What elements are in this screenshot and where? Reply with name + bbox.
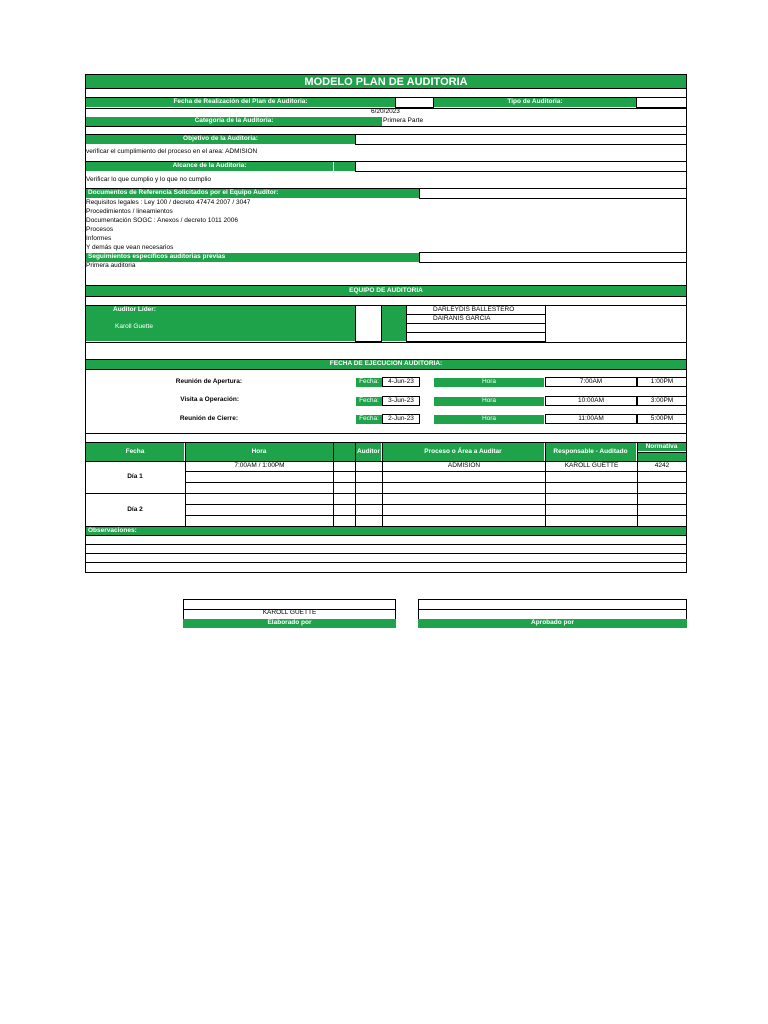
hora-tag: Hora xyxy=(434,378,544,387)
equipo-label: EQUIPO DE AUDITORIA xyxy=(86,286,686,296)
seguimientos-value: Primera auditoria xyxy=(86,262,136,269)
page-title: MODELO PLAN DE AUDITORIA xyxy=(85,74,687,89)
auditor-lider-label: Auditor Líder: xyxy=(113,306,156,313)
hora-fin-field[interactable]: 5:00PM xyxy=(637,414,687,424)
list-item: Y demás que vean necesarios xyxy=(86,244,174,251)
alcance-value: Verificar lo que cumplio y lo que no cumplio xyxy=(86,176,212,183)
col-proceso: Proceso o Área a Auditar xyxy=(382,443,544,461)
hora-tag: Hora xyxy=(434,397,544,406)
documentos-label: Documentos de Referencia Solicitados por el Equipo Auditor: xyxy=(86,189,419,198)
hora-tag: Hora xyxy=(434,415,544,424)
list-item: Procedimientos / lineamientos xyxy=(86,208,173,215)
fecha-tag: Fecha: xyxy=(356,415,382,424)
dia-1-label: Día 1 xyxy=(127,473,143,480)
responsable-cell: KAROLL GUETTE xyxy=(564,462,619,469)
fecha-ejecucion-label: FECHA DE EJECUCION AUDITORIA: xyxy=(86,360,686,369)
list-item: Informes xyxy=(86,235,112,242)
fecha-realizacion-box xyxy=(395,97,434,108)
seguimientos-label: Seguimientos específicos auditorias previas xyxy=(86,253,419,262)
aprobado-label: Aprobado por xyxy=(418,619,687,628)
reunion-label: Visita a Operación: xyxy=(180,396,239,403)
col-normativa: Normativa xyxy=(637,443,686,451)
list-item: Procesos xyxy=(86,226,114,233)
col-fecha: Fecha xyxy=(86,443,184,461)
hora-inicio-field[interactable]: 11:00AM xyxy=(545,414,637,424)
hora-inicio-field[interactable]: 7:00AM xyxy=(545,377,637,387)
fecha-realizacion-label: Fecha de Realización del Plan de Auditoria: xyxy=(86,98,395,107)
auditor-2: DAIRANIS GARCIA xyxy=(433,315,491,322)
fecha-field[interactable]: 4-Jun-23 xyxy=(382,377,420,387)
observaciones-label: Observaciones: xyxy=(86,527,686,535)
auditor-lider-value: Karoll Guette xyxy=(115,323,153,330)
dia-2-label: Día 2 xyxy=(127,506,143,513)
hora-fin-field[interactable]: 1:00PM xyxy=(637,377,687,387)
tipo-value[interactable] xyxy=(636,97,687,108)
list-item: Requisitos legales : Ley 100 / decreto 47474 2007 / 3047 xyxy=(86,199,251,206)
reunion-label: Reunión de Cierre: xyxy=(179,415,238,422)
proceso-cell: ADMISION xyxy=(447,462,481,469)
objetivo-value: verificar el cumplimiento del proceso en el area: ADMISION xyxy=(86,148,258,155)
elaborado-nombre: KAROLL GUETTE xyxy=(262,609,317,616)
col-responsable: Responsable - Auditado xyxy=(545,443,636,461)
col-hora: Hora xyxy=(185,443,333,461)
fecha-field[interactable]: 3-Jun-23 xyxy=(382,396,420,406)
alcance-label: Alcance de la Auditoria: xyxy=(86,162,333,171)
elaborado-label: Elaborado por xyxy=(183,619,396,628)
auditor-1: DARLEYDIS BALLESTERO xyxy=(433,306,515,313)
col-auditor: Auditor xyxy=(356,443,381,461)
objetivo-label: Objetivo de la Auditoria: xyxy=(86,135,355,144)
fecha-tag: Fecha: xyxy=(356,397,382,406)
fecha-tag: Fecha: xyxy=(356,378,382,387)
table-row: 7:00AM / 1:00PM xyxy=(234,462,285,469)
categoria-value: Primera Parte xyxy=(383,117,424,124)
documentos-list xyxy=(86,199,250,252)
hora-fin-field[interactable]: 3:00PM xyxy=(637,396,687,406)
fecha-realizacion-value: 6/20/2023 xyxy=(371,108,400,115)
normativa-cell: 4242 xyxy=(654,462,670,469)
categoria-label: Categoría de la Auditoria: xyxy=(86,117,382,126)
auditor-lider-block xyxy=(86,306,355,341)
tipo-label: Tipo de Auditoria: xyxy=(434,98,636,107)
fecha-field[interactable]: 2-Jun-23 xyxy=(382,414,420,424)
hora-inicio-field[interactable]: 10:00AM xyxy=(545,396,637,406)
reunion-label: Reunión de Apertura: xyxy=(175,378,242,385)
list-item: Documentación SOGC : Anexos / decreto 1011 2006 xyxy=(86,217,238,224)
